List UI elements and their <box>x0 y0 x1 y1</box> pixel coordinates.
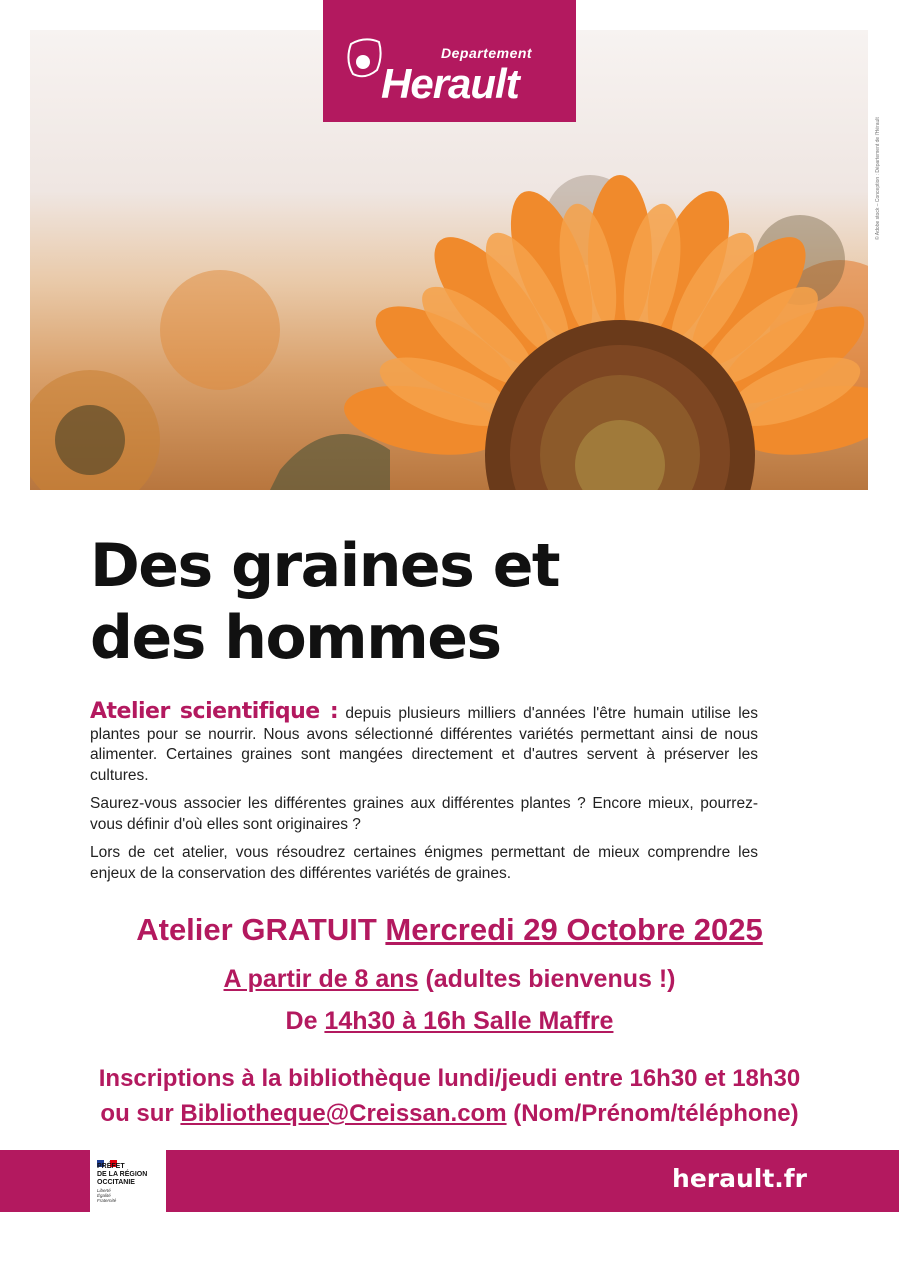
description <box>90 699 759 892</box>
logo-department: Departement <box>441 45 533 61</box>
website-link[interactable]: herault.fr <box>672 1164 807 1193</box>
prefet-text: PRÉFET DE LA RÉGION OCCITANIE <box>97 1163 148 1186</box>
event-adults: (adultes bienvenus !) <box>418 965 676 993</box>
logo-name: Herault <box>381 60 519 107</box>
paragraph-2: Saurez-vous associer les différentes graines aux différentes plantes ? Encore mieux, pourrez-vous définir d'où elles sont originaires ? <box>90 795 758 833</box>
event-free-label: Atelier GRATUIT <box>136 912 386 947</box>
event-line-1 <box>0 912 899 948</box>
page-title <box>90 530 810 674</box>
french-flag-icon <box>97 1154 117 1161</box>
event-from: De <box>285 1007 325 1035</box>
title-line-1: Des graines et <box>90 531 560 601</box>
registration-or: ou sur <box>100 1100 181 1127</box>
event-line-3 <box>0 1007 899 1036</box>
photo-credit: © Adobe stock – Conception : Département de l'Hérault <box>875 117 881 240</box>
prefet-logo <box>90 1150 166 1212</box>
registration-email-line <box>0 1100 899 1128</box>
event-time-place: 14h30 à 16h Salle Maffre <box>324 1007 614 1035</box>
intro-paragraph <box>90 699 759 786</box>
prefet-motto: Liberté Égalité Fraternité <box>97 1188 117 1203</box>
event-date: Mercredi 29 Octobre 2025 <box>385 912 763 947</box>
paragraph-3: Lors de cet atelier, vous résoudrez certaines énigmes permettant de mieux comprendre les enjeux de la conservation des différentes variétés de graines. <box>90 844 758 882</box>
event-line-2 <box>0 965 899 994</box>
registration-line: Inscriptions à la bibliothèque lundi/jeudi entre 16h30 et 18h30 <box>98 1065 801 1092</box>
registration-email-link[interactable]: Bibliotheque@Creissan.com <box>180 1100 507 1127</box>
intro-text: depuis plusieurs milliers d'années l'être humain utilise les plantes pour se nourrir. Nous avons sélectionné différentes variétés permettant ainsi de nous alimenter. Certaines graines sont mangées directement et d'autres servent à préserver les cultures. <box>90 705 759 784</box>
herault-map-icon <box>345 36 385 86</box>
title-line-2: des hommes <box>90 603 501 673</box>
intro-lead: Atelier scientifique : <box>90 699 339 724</box>
event-age: A partir de 8 ans <box>223 965 419 993</box>
registration-fields: (Nom/Prénom/téléphone) <box>506 1100 799 1127</box>
herault-logo <box>323 0 576 122</box>
